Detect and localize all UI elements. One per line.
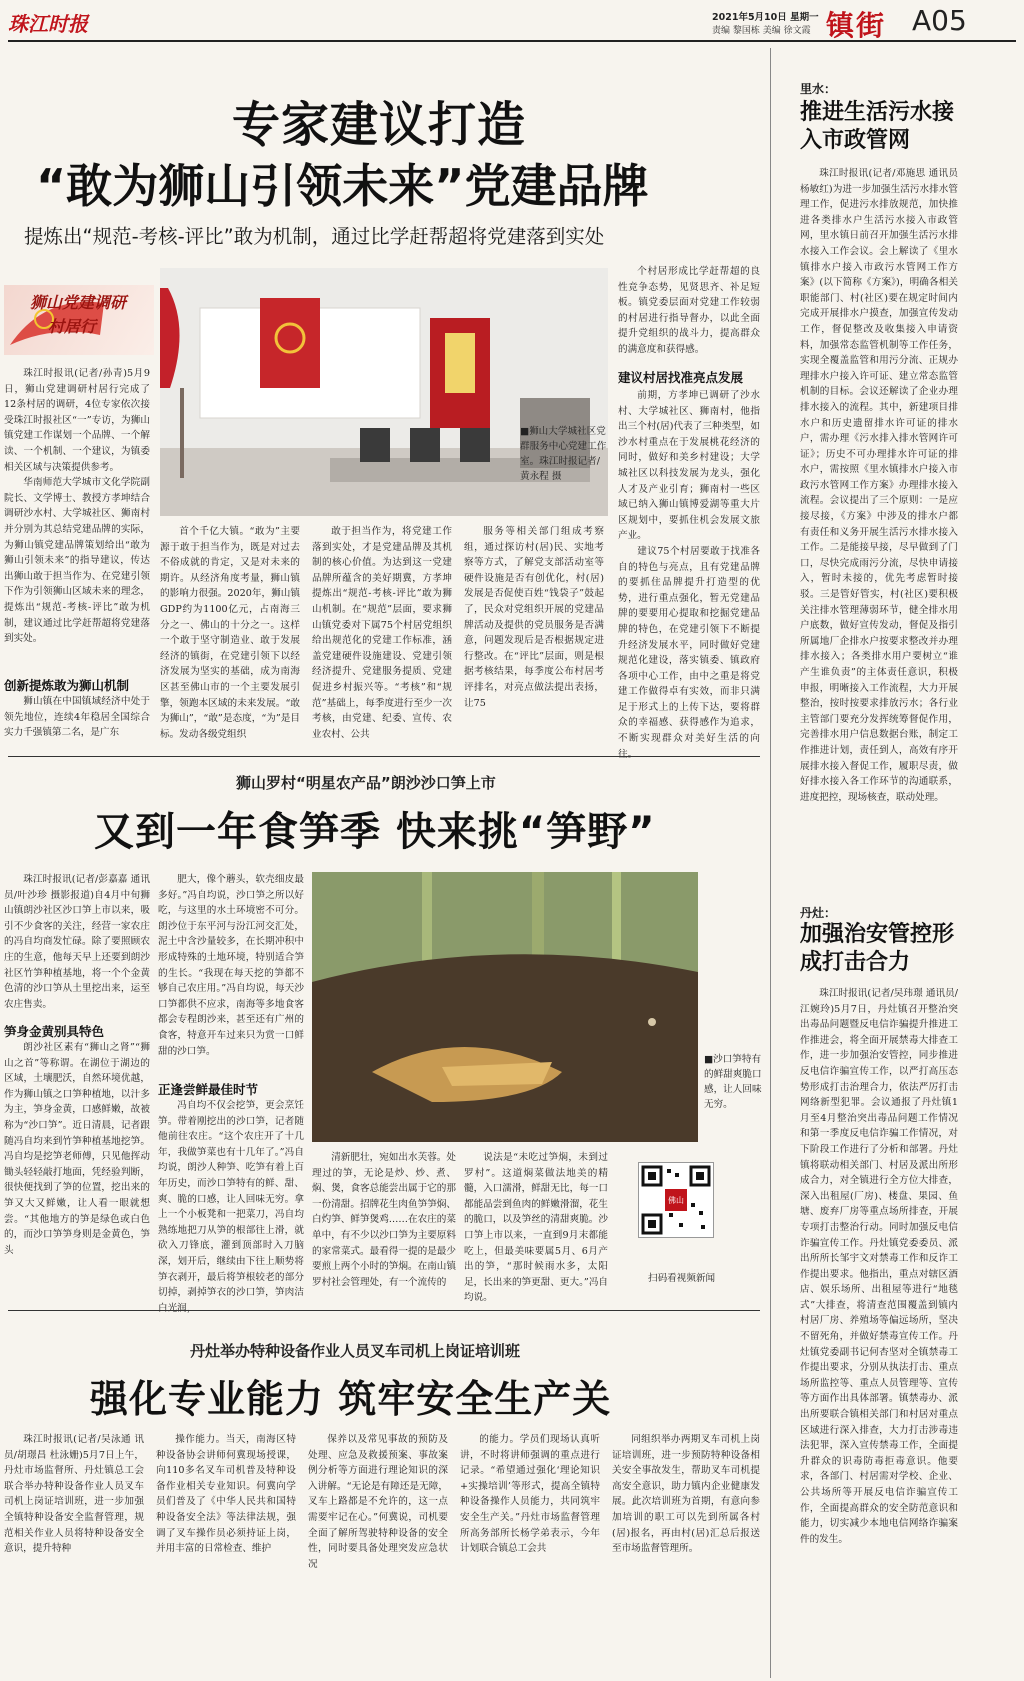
sidebar1-title: 推进生活污水接入市政管网 <box>800 99 955 153</box>
article1-col1-p3: 狮山镇在中国镇域经济中处于领先地位，连续4年稳居全国综合实力千强镇第二名，是广东 <box>4 696 150 739</box>
article1-col2 <box>160 524 300 742</box>
article3-col3 <box>308 1432 448 1672</box>
article2-col2a <box>158 872 304 1072</box>
qr-caption: 扫码看视频新闻 <box>648 1273 716 1284</box>
article1-col5-p1: 前期，方孝坤已调研了沙水村、大学城社区、狮南村，他指出三个村(居)代表了三种类型，如沙水村重点在于发展桃花经济的同时，做好和美乡村建设；大学城社区以科技发展为龙头，强化人才及产业引育；狮南村一些区域已纳入狮山镇博爱湖等重大片区规划中，要抓住机会发展文旅产业。 <box>618 390 760 542</box>
article2-kicker: 狮山罗村“明星农产品”朗沙沙口笋上市 <box>236 774 496 792</box>
editor-line: 责编 黎国栋 美编 徐文霞 <box>712 26 811 36</box>
article1-subhead2: 建议村居找准亮点发展 <box>618 370 744 385</box>
article2-col2-p1: 肥大，像个蘑头，软壳细皮最多好。”冯自均说，沙口笋之所以好吃，与这里的水土环境密不可分。朗沙位于东平河与汾江河交汇处，泥土中含沙量较多，在长期冲积中形成特殊的土地环境，特别适合笋的生长。“我现在每天挖的笋都不够自己农庄用。”冯自均说，每天沙口笋都供不应求，南海等多地食客都会专程朗沙来，甚至还有广州的食客，特意开车过来只为赏一口鲜甜的沙口笋。 <box>158 874 304 1057</box>
sidebar2-text: 珠江时报讯(记者/吴玮璟 通讯员/江婉玲)5月7日，丹灶镇召开整治突出毒品问题暨反电信诈骗提升推进工作推进会，将全面开展禁毒大排查工作，进一步加强治安管控，同步推进反电信诈骗宣传工作，以严打高压态势形成打击治理合力，依法严厉打击网络新型犯罪。会议通报了丹灶镇1月至4月整治突出毒品问题工作情况和第一季度反电信诈骗工作情况，对下阶段工作进行了分析和部署。丹灶镇将联动相关部门、村居及派出所形成合力，对全镇进行全方位大排查，深入出租屋(厂房)、楼盘、果园、鱼塘、废弃厂房等重点场所排查，开展专项打击整治行动。同时加强反电信诈骗宣传工作。丹灶镇党委委员、派出所所长邹宇文对禁毒工作和反诈工作提出要求。他指出，重点对辖区酒店、娱乐场所、出租屋等进行“地毯式”大排查，将清查范围覆盖到镇内村居厂房、养殖场等偏远场所，坚决不留死角，并做好禁毒宣传工作。丹灶镇党委副书记何杏坚对全镇禁毒工作提出要求，分别从执法打击、重点场所监控等、重点人员管理等、宣传等方面作出具体部署。镇禁毒办、派出所要联合镇相关部门和村居对重点区域进行深入排查，大力打击涉毒违法犯罪，深入宣传禁毒工作，全面提升群众的识毒防毒拒毒意识。他要求，各部门、村居需对学校、企业、公共场所等开展反电信诈骗宣传工作，全面提高群众的安全防范意识和能力，切实减少本地电信网络诈骗案件的发生。 <box>800 988 958 1545</box>
article2-photo <box>312 872 698 1142</box>
qr-logo: 佛山 <box>668 1196 684 1205</box>
article1-col1-cont <box>4 694 150 742</box>
article1-col4-text: 服务等相关部门组成考察组，通过探访村(居)民、实地考察等方式，了解党支部活动室等硬件设施是否有创优化，村(居)发展是否促使百姓“钱袋子”鼓起了，民众对党组织开展的党建品牌活动及提供的党员服务是否满意，问题发现后是否根据规定进行整改。在“评比”层面，则是根据考核结果，每季度公布村居考评排名，对亮点做法提出表扬，让75 <box>464 526 604 709</box>
article1-photo-caption: ■狮山大学城社区党群服务中心党建工作室。珠江时报记者/黄永程 摄 <box>520 426 607 482</box>
article2-lead: 珠江时报讯(记者/彭嘉嘉 通讯员/叶沙珍 摄影报道)自4月中旬狮山镇朗沙社区沙口笋上市以来，吸引不少食客的关注，经营一家农庄的冯自均商发忙碌。除了要照顾农庄的生意，他每天早上还要到朗沙社区竹笋种植基地，将一个个金黄色清的沙口笋从土里挖出来，运至农庄售卖。 <box>4 874 150 1010</box>
article1-subhead1: 创新提炼敢为狮山机制 <box>4 678 130 693</box>
article2-subhead2: 正逢尝鲜最佳时节 <box>158 1082 259 1097</box>
article3-col5 <box>612 1432 760 1672</box>
article2-col4-text: 说法是“未吃过笋焖，未到过罗村”。这道焖菜做法地美的精髓，入口濡滑，鲜甜无比，每一口都能品尝到鱼肉的鲜嫩滑溜，花生的脆口，以及笋丝的清甜爽脆。沙口笋上市以来，一直到9月末都能吃上，但最美味要属5月、6月产出的笋，“那时候雨水多，太阳足，长出来的笋更甜、更大。”冯自均说。 <box>464 1152 609 1304</box>
article2-title: 又到一年食笋季 快来挑“笋野” <box>94 809 656 855</box>
article2-col2-p2: 冯自均不仅会挖笋，更会烹饪笋。带着刚挖出的沙口笋，记者随他前往农庄。“这个农庄开了十几年，我做笋菜也有十几年了。”冯自均说，朗沙人种笋、吃笋有着上百年历史，而沙口笋特有的鲜、甜、爽、脆的口感，让人回味无穷。拿上一个小板凳和一把菜刀，冯自均熟练地把刀从笋的根部往上滑，就砍入刀锋底，灌到顶部时入刀脑深，划开后，继续由下往上顺势将笋衣剥开，最后将笋根较老的部分切掉，剥掉笋衣的沙口笋，笋肉洁白光润， <box>158 1100 304 1314</box>
article2-col1b <box>4 1040 150 1296</box>
article3-col5-text: 同组织举办两期叉车司机上岗证培训班，进一步预防特种设备相关安全事故发生，帮助叉车司机提高安全意识，助力镇内企业健康发展。此次培训班为首期，有意向参加培训的职工可以先到所属各村(居)报名，再由村(居)汇总后报送至市场监督管理所。 <box>612 1434 760 1555</box>
article2-col4 <box>464 1150 609 1304</box>
article2-photo-caption: ■沙口笋特有的鲜甜爽脆口感，让人回味无穷。 <box>704 1054 762 1110</box>
date-line: 2021年5月10日 星期一 <box>712 12 819 23</box>
article2-col3 <box>312 1150 456 1296</box>
sidebar2-title: 加强治安管控形成打击合力 <box>800 921 955 975</box>
article1-title-line1: 专家建议打造 <box>232 97 527 153</box>
article1-col1 <box>4 366 150 666</box>
sidebar1-kicker: 里水： <box>800 82 837 96</box>
sidebar2-kicker: 丹灶： <box>800 906 837 920</box>
article1-col5-top <box>618 264 760 360</box>
page-number: A05 <box>912 4 967 37</box>
article1-col4 <box>464 524 604 742</box>
article2-subhead1: 笋身金黄别具特色 <box>4 1024 105 1039</box>
paper-logo: 珠江时报 <box>8 12 88 36</box>
article2-col1-p2: 朗沙社区素有“狮山之肾”“狮山之首”等称谓。在湖位于湖边的区域，土壤肥沃，自然环境优越，作为狮山镇之口笋种植地，以汁多为主，笋身金黄，口感鲜嫩，故被称为“沙口笋”。近日清晨，记者跟随冯自均来到竹笋种植基地挖笋。冯自均是挖笋老师傅，只见他挥动锄头轻轻敲打地面，凭经验判断，很快便找到了笋的位置，挖出来的笋又大又鲜嫩，让人看一眼就想尝。“其他地方的笋是绿色或白色的，而沙口笋笋身则是金黄色，笋头 <box>4 1042 150 1256</box>
article1-col5-p2: 建议75个村居要敢于找准各自的特色与亮点，且有党建品牌的要抓住品牌提升打造型的优势，进行重点强化，暂无党建品牌的要要用心提取和挖掘党建品牌的特色，在党建引领下不断提升经济发展水平，同时做好党建规范化建设，落实镇委、镇政府各项中心工作，由中之重是将党建工作做得卓有实效，而非只满足于形式上的上传下达，要将群众的幸福感、获得感作为追求，不断实现群众对美好生活的向往。 <box>618 545 760 760</box>
article1-title-line2: “敢为狮山引领未来”党建品牌 <box>36 159 649 213</box>
article3-col1 <box>4 1432 144 1672</box>
section-name: 镇街 <box>826 9 887 42</box>
article1-subtitle: 提炼出“规范-考核-评比”敢为机制，通过比学赶帮超将党建落到实处 <box>24 225 605 248</box>
badge-title: 狮山党建调研 <box>30 293 127 312</box>
article1-col3-text: 敢于担当作为，将党建工作落到实处，才是党建品牌及其机制的核心价值。为达到这一党建品牌所蕴含的美好期冀，方孝坤提炼出“规范-考核-评比”敢为狮山机制。在“规范”层面，要求狮山镇党委对下属75个村居党组织给出规范化的党建工作标准，涵盖党建硬件设施建设、党建引领经济提升、党建服务提质、党建促进乡村振兴等。“考核”和“规范”基础上，每季度进行至少一次考核，由党建、纪委、宣传、农业农村、公共 <box>312 526 452 740</box>
article3-col3-text: 保养以及常见事故的预防及处理、应急及救援预案、事故案例分析等方面进行理论知识的深入讲解。“无论是有障还是无障，叉车上路都是不允许的，这一点需要牢记在心。”何冀说，司机要全面了解所驾驶特种设备的安全性，同时要具备处理突发应急状况 <box>308 1434 448 1570</box>
column-divider <box>770 48 771 1678</box>
article1-col1-p2: 华南师范大学城市文化学院副院长、文学博士、教授方孝坤结合调研沙水村、大学城社区、狮南村并分别为其总结党建品牌的实际，为狮山镇党建品牌策划给出“敢为狮山引领未来”的指导建议，传达出狮山敢于担当作为、在党建引领下作为引领狮山区域未来的理念，提炼出“规范-考核-评比”敢为机制，建议通过比学赶帮超将党建落到实处。 <box>4 477 150 645</box>
sidebar2-body <box>800 986 958 1676</box>
article2-col3-text: 清新肥壮，宛如出水芙蓉。处理过的笋，无论是炒、炒、煮、焖、煲，食客总能尝出属于它的那一份清甜。招牌花生肉鱼笋笋焖、白灼笋、鲜笋煲鸡……在农庄的菜单中，有不少以沙口笋为主要原料的家常菜式。最看得一提的是最少要煎上两个小时的笋焖。在南山镇罗村社会管理处，有一个流传的 <box>312 1152 456 1288</box>
article3-col2-text: 操作能力。当天，南海区特种设备协会讲师何冀现场授课，向110多名叉车司机普及特种设备作业相关专业知识。何冀向学员们普及了《中华人民共和国特种设备安全法》等法律法规，强调了叉车操作员必须持证上岗，并用丰富的日常检查、维护 <box>156 1434 296 1555</box>
article3-kicker: 丹灶举办特种设备作业人员叉车司机上岗证培训班 <box>190 1342 521 1360</box>
article2-col2b <box>158 1098 304 1314</box>
article2-rule <box>8 756 760 757</box>
article3-col2 <box>156 1432 296 1672</box>
article3-col4-text: 的能力。学员们现场认真听讲，不时将讲师强调的重点进行记录。“希望通过强化‘理论知识+实操培训’等形式，提高全镇特种设备操作人员能力，共同筑牢安全生产关。”丹灶市场监督管理所高务部所长杨学弟表示，今年计划联合镇总工会共 <box>460 1434 600 1555</box>
article3-col1-text: 珠江时报讯(记者/吴泳通 讯员/胡璟昌 杜泳姗)5月7日上午，丹灶市场监督所、丹灶镇总工会联合举办特种设备作业人员叉车司机上岗证培训班，进一步加强全镇特种设备安全监督管理，规范相关作业人员将特种设备安全意识，提升特种 <box>4 1434 144 1555</box>
article1-col5-cont: 个村居形成比学赶帮超的良性竞争态势，见贤思齐、补足短板。镇党委层面对党建工作较弱的村居进行指导督办，以此全面提升党组织的战斗力，提高群众的满意度和获得感。 <box>618 266 760 355</box>
sidebar1-text: 珠江时报讯(记者/邓施思 通讯员 杨敏红)为进一步加强生活污水排水管理工作，促进污水排放规范，加快推进各类排水户生活污水接入市政管网，里水镇日前召开加强生活污水排水接入工作会议。会上解读了《里水镇排水户接入市政污水管网工作方案》(以下简称《方案》)，明确各相关职能部门、村(社区)要在规定时间内完成开展排水户摸查，加强宣传发动工作，督促整改及收集接入申请资料，加强常态监管机制等工作任务，实现全覆盖监管和用污分流、正规办理排水户接入许可证、建立常态监管机制的目标。会议还解读了企业办理排水接入的流程。其中，新建项目排水户和历史遗留排水许可证的排水户，需办理《污水排入排水管网许可证》；历史不可办理排水许可证的排水户，需按照《里水镇排水户接入市政污水管网工作方案》办理排水接入流程。会议提出了三个原则：一是应接尽接，《方案》中涉及的排水户都有责任和义务开展生活污水排水接入工作。二是能接早接，尽早做到了门口，尽快完成雨污分流，尽快申请接入，暂时未接的，优先考虑暂时接驳。三是管好管实，村(社区)要积极关注排水管理薄弱环节，健全排水用户底数，做好宣传发动，督促及指引所属地厂企排水户按要求整改并办理排水接入；各类排水用户要树立“谁产生谁负责”的主体责任意识，积极申报，明晰接入工作流程，大力开展整治，按时按要求排放污水；各行业主管部门要充分发挥统筹督促作用，完善排水用户信息数据台账，制定工作推进计划，责任到人，高效有序开展排水接入督促工作，履职尽责，做好排水接入各工作环节的沟通联系，进度把控，现场核查，联动处理。 <box>800 168 958 803</box>
badge-subtitle: 村居行 <box>48 317 97 336</box>
masthead-rule <box>8 40 1016 42</box>
article3-title: 强化专业能力 筑牢安全生产关 <box>90 1377 612 1421</box>
qr-code-icon[interactable] <box>638 1162 714 1238</box>
article3-rule <box>8 1310 760 1311</box>
article1-col5 <box>618 388 760 760</box>
article2-col1 <box>4 872 150 1012</box>
article3-col4 <box>460 1432 600 1672</box>
article1-col2-text: 首个千亿大镇。“敢为”主要源于敢于担当作为，既是对过去不俗成就的肯定，又是对未来的期许。从经济角度考量，狮山镇的影响力很强。2020年，狮山镇GDP约为1100亿元，占南海三分之一、佛山的十分之一。这样一个敢于坚守制造业、敢于发展经济的镇街，在党建引领下以经济发展为坚实的基础，成为南海区甚至佛山市的一个主要发展引擎，领跑本区域的未来发展。“敢为狮山”，“敢”是态度，“为”是目标。发动各级党组织 <box>160 526 300 740</box>
sidebar1-body <box>800 166 958 826</box>
article1-lead: 珠江时报讯(记者/孙青)5月9日，狮山党建调研村居行完成了12条村居的调研，4位专家依次接受珠江时报社区“一”专访，为狮山镇党建工作谋划一个品牌、一个解读、一个机制、一个建议，为镇委相关区域与决策提供参考。 <box>4 368 150 473</box>
article1-col3 <box>312 524 452 742</box>
